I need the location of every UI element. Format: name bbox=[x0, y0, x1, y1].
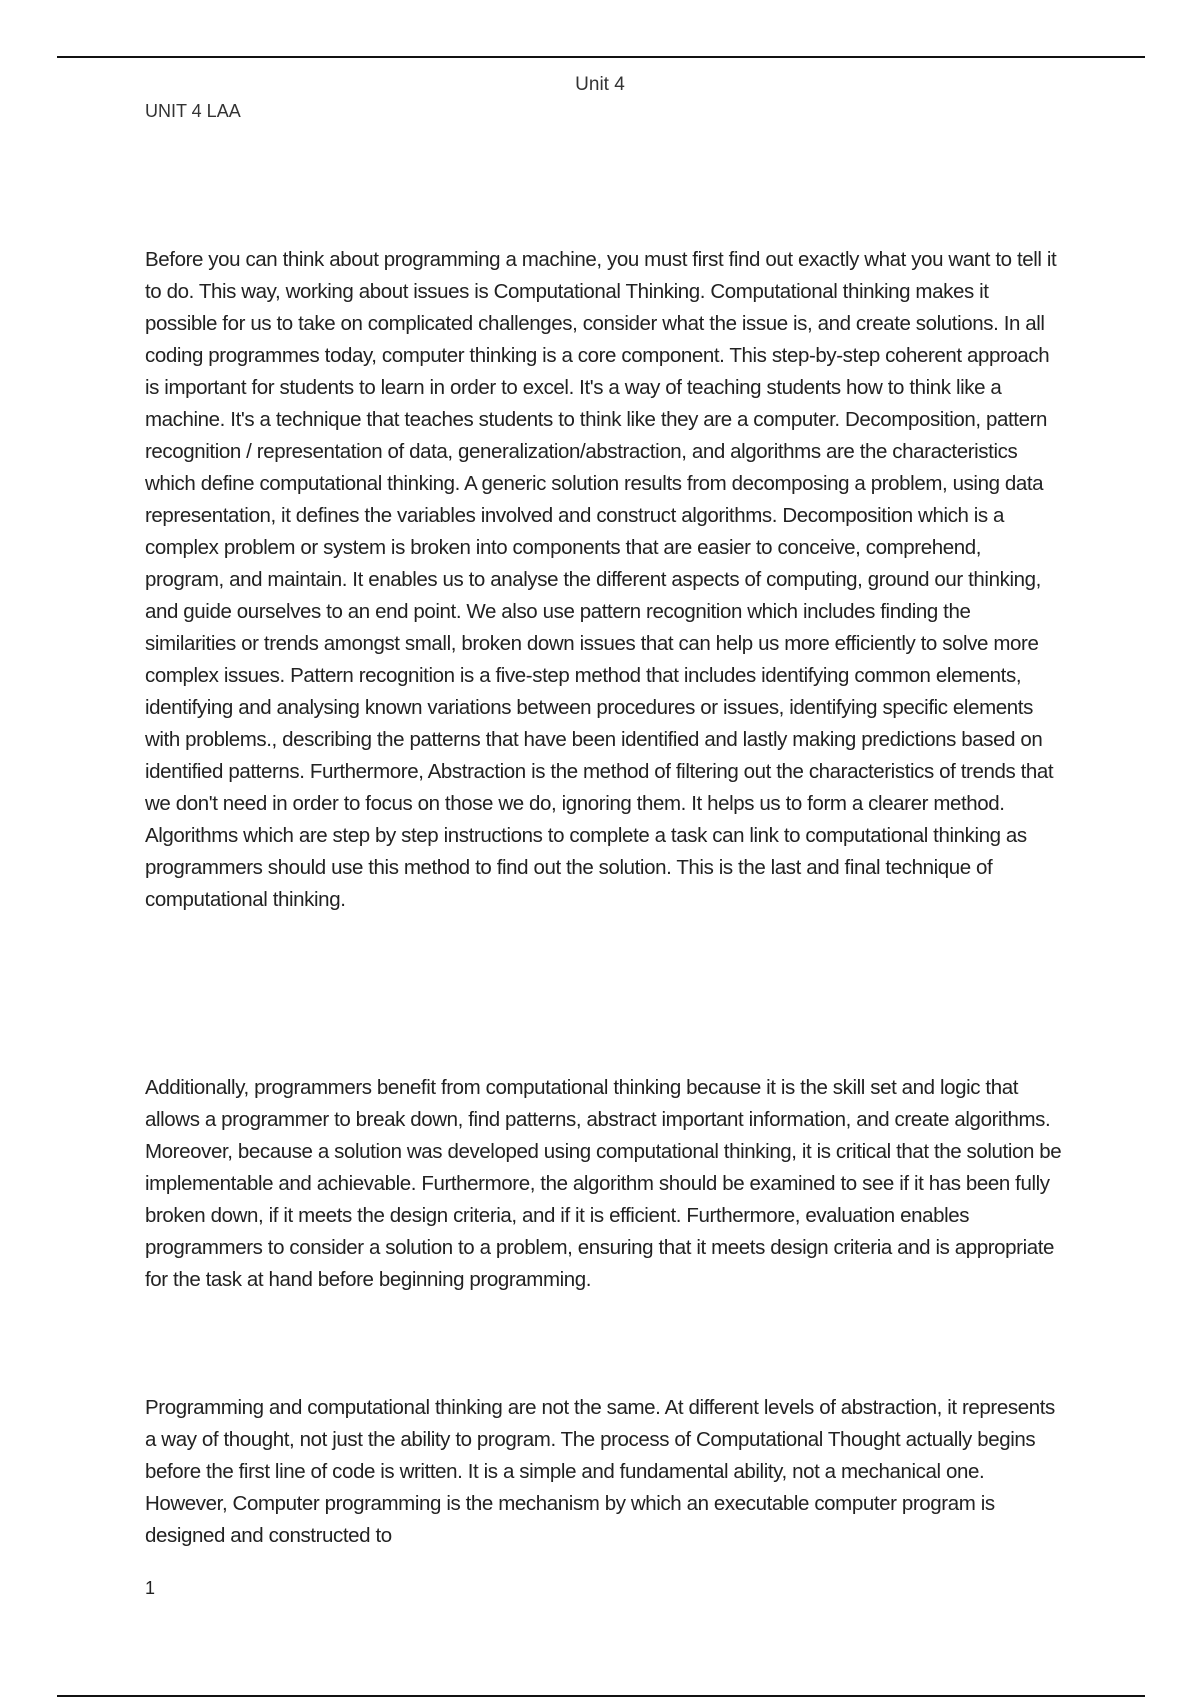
page-number: 1 bbox=[145, 1578, 156, 1598]
paragraph-3: Programming and computational thinking are not the same. At different levels of abstraction, it represents a way of thought, not just the ability to program. The process of Computational Thought actually begins before the first line of code is written. It is a simple and fundamental ability, not a mechanical one. However, Computer programming is the mechanism by which an executable computer program is designed and constructed to bbox=[145, 1396, 1055, 1547]
paragraph-1: Before you can think about programming a machine, you must first find out exactly what you want to tell it to do. This way, working about issues is Computational Thinking. Computational thinking makes it possible for us to take on complicated challenges, consider what the issue is, and create solutions. In all coding programmes today, computer thinking is a core component. This step-by-step coherent approach is important for students to learn in order to excel. It's a way of teaching students how to think like a machine. It's a technique that teaches students to think like they are a computer. Decomposition, pattern recognition / representation of data, generalization/abstraction, and algorithms are the characteristics which define computational thinking. A generic solution results from decomposing a problem, using data representation, it defines the variables involved and construct algorithms. Decomposition which is a complex problem or system is broken into components that are easier to conceive, comprehend, program, and maintain. It enables us to analyse the different aspects of computing, ground our thinking, and guide ourselves to an end point. We also use pattern recognition which includes finding the similarities or trends amongst small, broken down issues that can help us more efficiently to solve more complex issues. Pattern recognition is a five-step method that includes identifying common elements, identifying and analysing known variations between procedures or issues, identifying specific elements with problems., describing the patterns that have been identified and lastly making predictions based on identified patterns. Furthermore, Abstraction is the method of filtering out the characteristics of trends that we don't need in order to focus on those we do, ignoring them. It helps us to form a clearer method. Algorithms which are step by step instructions to complete a task can link to computational thinking as programmers should use this method to find out the solution. This is the last and final technique of computational thinking. bbox=[145, 248, 1057, 911]
bottom-rule bbox=[57, 1695, 1145, 1697]
paragraph-2: Additionally, programmers benefit from computational thinking because it is the skill set and logic that allows a programmer to break down, find patterns, abstract important information, and create algorithms. Moreover, because a solution was developed using computational thinking, it is critical that the solution be implementable and achievable. Furthermore, the algorithm should be examined to see if it has been fully broken down, if it meets the design criteria, and if it is efficient. Furthermore, evaluation enables programmers to consider a solution to a problem, ensuring that it meets design criteria and is appropriate for the task at hand before beginning programming. bbox=[145, 1076, 1062, 1291]
header-title: Unit 4 bbox=[575, 74, 625, 95]
top-rule bbox=[57, 56, 1145, 58]
header-label: UNIT 4 LAA bbox=[145, 101, 241, 121]
